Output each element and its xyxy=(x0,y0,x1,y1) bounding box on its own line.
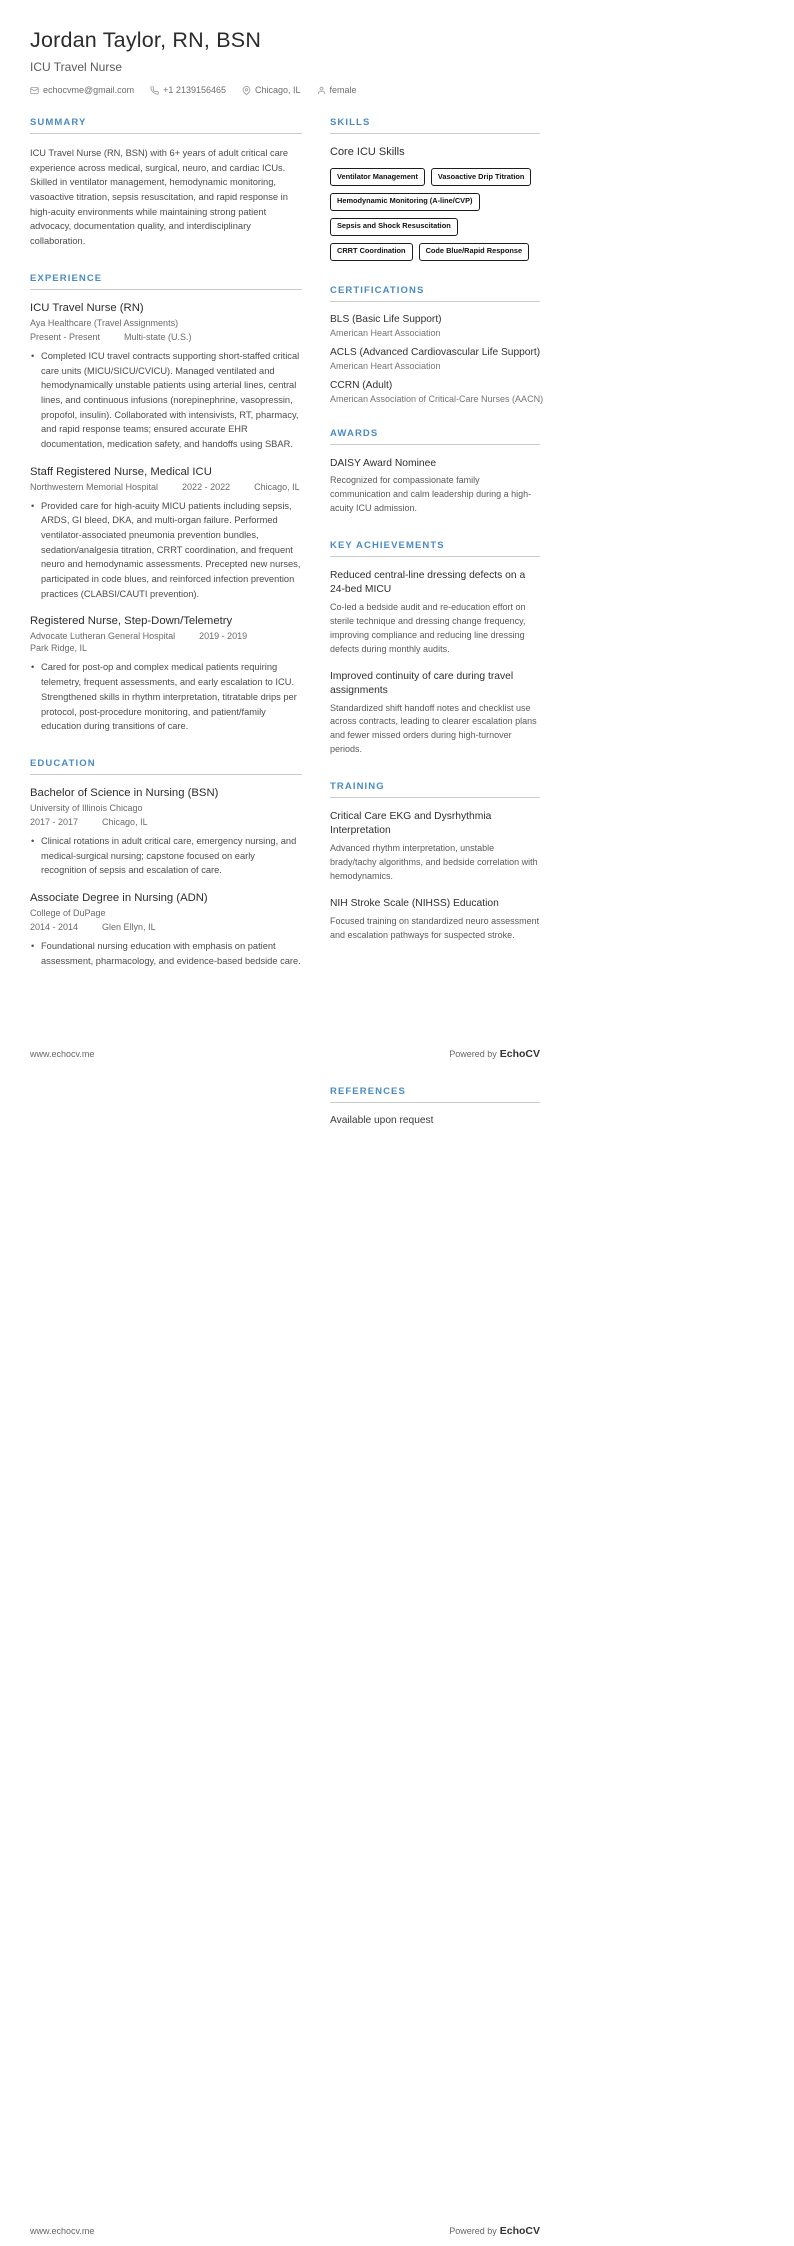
contact-email xyxy=(30,85,134,95)
award-description: Recognized for compassionate family communication and calm leadership during a high-acuity ICU admission. xyxy=(330,475,532,514)
school-row xyxy=(30,803,302,813)
footer-powered-text: Powered by xyxy=(449,1049,497,1060)
edu-location: Glen Ellyn, IL xyxy=(102,921,156,932)
education-item xyxy=(30,787,302,878)
edu-bullet xyxy=(30,939,302,968)
skill-pill: CRRT Coordination xyxy=(330,243,413,261)
certification-item xyxy=(330,379,544,404)
achievement-description: Standardized shift handoff notes and checklist use across contracts, leading to clearer escalation plans and fewer missed orders during high-turnover periods. xyxy=(330,702,537,755)
achievement-item xyxy=(330,569,540,657)
certification-issuer: American Heart Association xyxy=(330,327,441,338)
footer-site-link[interactable]: www.echocv.me xyxy=(30,1049,95,1060)
location-icon xyxy=(242,86,251,95)
degree-title: Associate Degree in Nursing (ADN) xyxy=(30,891,208,904)
key-achievements-heading: KEY ACHIEVEMENTS xyxy=(330,540,540,557)
bullet-text: Provided care for high-acuity MICU patients including sepsis, ARDS, GI bleed, DKA, and multi-organ failure. Performed ventilator-associated pneumonia prevention bundles, sedation/analgesia titration, CRRT coordination, and frequent neuro and hemodynamic assessments. Precepted new nurses, participated in code blues, and reinforced infection prevention practices (CLABSI/CAUTI prevention). xyxy=(41,500,301,599)
achievement-item xyxy=(330,670,540,758)
experience-heading: EXPERIENCE xyxy=(30,273,302,290)
person-icon xyxy=(317,86,326,95)
job-meta-row xyxy=(30,631,302,653)
skill-pill: Vasoactive Drip Titration xyxy=(431,168,532,186)
candidate-name: Jordan Taylor, RN, BSN xyxy=(30,28,262,52)
certification-name: CCRN (Adult) xyxy=(330,379,393,391)
bullet-text: Clinical rotations in adult critical care, emergency nursing, and medical-surgical nursing; capstone focused on early recognition of sepsis and escalation of care. xyxy=(41,835,297,876)
experience-item xyxy=(30,466,302,602)
job-company: Aya Healthcare (Travel Assignments) xyxy=(30,317,179,328)
job-dates: 2022 - 2022 xyxy=(182,481,231,492)
right-column xyxy=(330,117,544,992)
section-references xyxy=(330,1086,540,1126)
job-title: Registered Nurse, Step-Down/Telemetry xyxy=(30,615,233,628)
award-name: DAISY Award Nominee xyxy=(330,457,437,469)
left-column xyxy=(30,117,302,992)
job-dates: Present - Present xyxy=(30,331,101,342)
certifications-heading: CERTIFICATIONS xyxy=(330,285,540,302)
school-name: College of DuPage xyxy=(30,907,106,918)
section-key-achievements xyxy=(330,540,540,757)
job-title: ICU Travel Nurse (RN) xyxy=(30,301,144,314)
job-bullet xyxy=(30,349,302,452)
certification-issuer: American Association of Critical-Care Nurses (AACN) xyxy=(330,393,544,404)
section-training xyxy=(330,781,540,942)
page-footer-bottom xyxy=(30,2225,540,2237)
training-description: Focused training on standardized neuro assessment and escalation pathways for suspected stroke. xyxy=(330,915,540,940)
job-location: Park Ridge, IL xyxy=(30,643,88,654)
school-row xyxy=(30,908,302,918)
footer-brand: EchoCV xyxy=(499,2225,540,2237)
bullet-text: Foundational nursing education with emphasis on patient assessment, pharmacology, and evidence-based bedside care. xyxy=(41,940,301,966)
achievement-title: Reduced central-line dressing defects on a 24-bed MICU xyxy=(330,570,526,596)
job-dates: 2019 - 2019 xyxy=(199,631,248,642)
achievement-description: Co-led a bedside audit and re-education effort on sterile technique and dressing change frequency, improving compliance and reducing line dressing defects during monthly audits. xyxy=(330,601,526,654)
training-heading: TRAINING xyxy=(330,781,540,798)
footer-powered xyxy=(449,1048,540,1060)
education-heading: EDUCATION xyxy=(30,758,302,775)
education-item xyxy=(30,892,302,968)
references-heading: REFERENCES xyxy=(330,1086,540,1103)
contact-phone-text: +1 2139156465 xyxy=(163,85,226,95)
experience-item xyxy=(30,615,302,733)
edu-meta-row xyxy=(30,817,302,827)
summary-text: ICU Travel Nurse (RN, BSN) with 6+ years of adult critical care experience across medical, surgical, neuro, and cardiac ICUs. Skilled in ventilator management, hemodynamic monitoring, vasoactive titration, sepsis resuscitation, and rapid response in high-acuity environments while maintaining strong patient advocacy, documentation quality, and interdisciplinary collaboration. xyxy=(30,148,289,247)
page-footer xyxy=(30,1048,540,1060)
skill-pill-list xyxy=(330,168,540,261)
job-location: Chicago, IL xyxy=(254,481,300,492)
job-title: Staff Registered Nurse, Medical ICU xyxy=(30,465,212,478)
skills-group-title: Core ICU Skills xyxy=(330,146,405,158)
skill-pill: Hemodynamic Monitoring (A-line/CVP) xyxy=(330,193,480,211)
training-description: Advanced rhythm interpretation, unstable brady/tachy algorithms, and bedside correlation with hemodynamics. xyxy=(330,843,538,881)
job-company-row xyxy=(30,318,302,328)
footer-powered-text: Powered by xyxy=(449,2226,497,2236)
skills-heading: SKILLS xyxy=(330,117,540,134)
footer-site-link[interactable]: www.echocv.me xyxy=(30,2226,95,2236)
certification-item xyxy=(330,347,540,371)
contact-location-text: Chicago, IL xyxy=(255,85,301,95)
contact-email-text: echocvme@gmail.com xyxy=(43,85,135,95)
footer-powered xyxy=(449,2225,540,2237)
edu-bullet xyxy=(30,834,302,878)
training-item xyxy=(330,897,540,943)
references-text: Available upon request xyxy=(330,1115,434,1127)
job-bullet xyxy=(30,499,302,602)
edu-dates: 2014 - 2014 xyxy=(30,921,79,932)
contact-gender-text: female xyxy=(329,85,357,95)
training-item xyxy=(330,810,540,884)
edu-meta-row xyxy=(30,922,302,932)
awards-heading: AWARDS xyxy=(330,428,540,445)
achievement-title: Improved continuity of care during travel assignments xyxy=(330,670,514,696)
contact-gender xyxy=(317,85,357,95)
section-summary xyxy=(30,117,302,249)
job-meta-row xyxy=(30,332,302,342)
job-bullet xyxy=(30,660,302,733)
job-meta-row xyxy=(30,482,302,492)
edu-dates: 2017 - 2017 xyxy=(30,816,79,827)
certification-issuer: American Heart Association xyxy=(330,360,441,371)
summary-heading: SUMMARY xyxy=(30,117,302,134)
skill-pill: Ventilator Management xyxy=(330,168,425,186)
contact-row xyxy=(30,85,540,95)
skill-pill: Sepsis and Shock Resuscitation xyxy=(330,218,458,236)
resume-sheet-page2 xyxy=(30,1086,540,1126)
job-company: Northwestern Memorial Hospital xyxy=(30,481,159,492)
certification-name: BLS (Basic Life Support) xyxy=(330,313,442,325)
phone-icon xyxy=(150,86,159,95)
section-education xyxy=(30,758,302,968)
email-icon xyxy=(30,86,39,95)
section-awards xyxy=(330,428,540,517)
candidate-title: ICU Travel Nurse xyxy=(30,60,123,74)
bullet-text: Cared for post-op and complex medical patients requiring telemetry, frequent assessments, and early escalation to ICU. Strengthened skills in rhythm interpretation, titratable drips per protocol, post-procedure monitoring, and patient/family education during transitions of care. xyxy=(41,662,297,732)
certification-name: ACLS (Advanced Cardiovascular Life Support) xyxy=(330,346,541,358)
resume-sheet xyxy=(30,0,544,992)
resume-header xyxy=(30,28,540,95)
section-experience xyxy=(30,273,302,734)
contact-location xyxy=(242,85,301,95)
resume-columns xyxy=(30,117,544,992)
bullet-text: Completed ICU travel contracts supporting short-staffed critical care units (MICU/SICU/CVICU). Managed ventilated and hemodynamically unstable patients using arterial lines, central lines, and continuous infusions (norepinephrine, vasopressin, propofol, insulin). Collaborated with intensivists, RT, pharmacy, and rapid response teams; ensured accurate EHR documentation, medication safety, and handoffs using SBAR. xyxy=(41,350,300,449)
contact-phone xyxy=(150,85,226,95)
school-name: University of Illinois Chicago xyxy=(30,802,143,813)
degree-title: Bachelor of Science in Nursing (BSN) xyxy=(30,786,219,799)
award-item xyxy=(330,457,540,517)
certification-item xyxy=(330,314,540,338)
skill-pill: Code Blue/Rapid Response xyxy=(419,243,530,261)
job-location: Multi-state (U.S.) xyxy=(124,331,192,342)
footer-brand: EchoCV xyxy=(499,1048,540,1061)
training-title: Critical Care EKG and Dysrhythmia Interpretation xyxy=(330,811,492,837)
experience-item xyxy=(30,302,302,452)
section-skills xyxy=(330,117,540,261)
job-company: Advocate Lutheran General Hospital xyxy=(30,631,176,642)
edu-location: Chicago, IL xyxy=(102,816,148,827)
section-certifications xyxy=(330,284,544,404)
training-title: NIH Stroke Scale (NIHSS) Education xyxy=(330,897,499,909)
